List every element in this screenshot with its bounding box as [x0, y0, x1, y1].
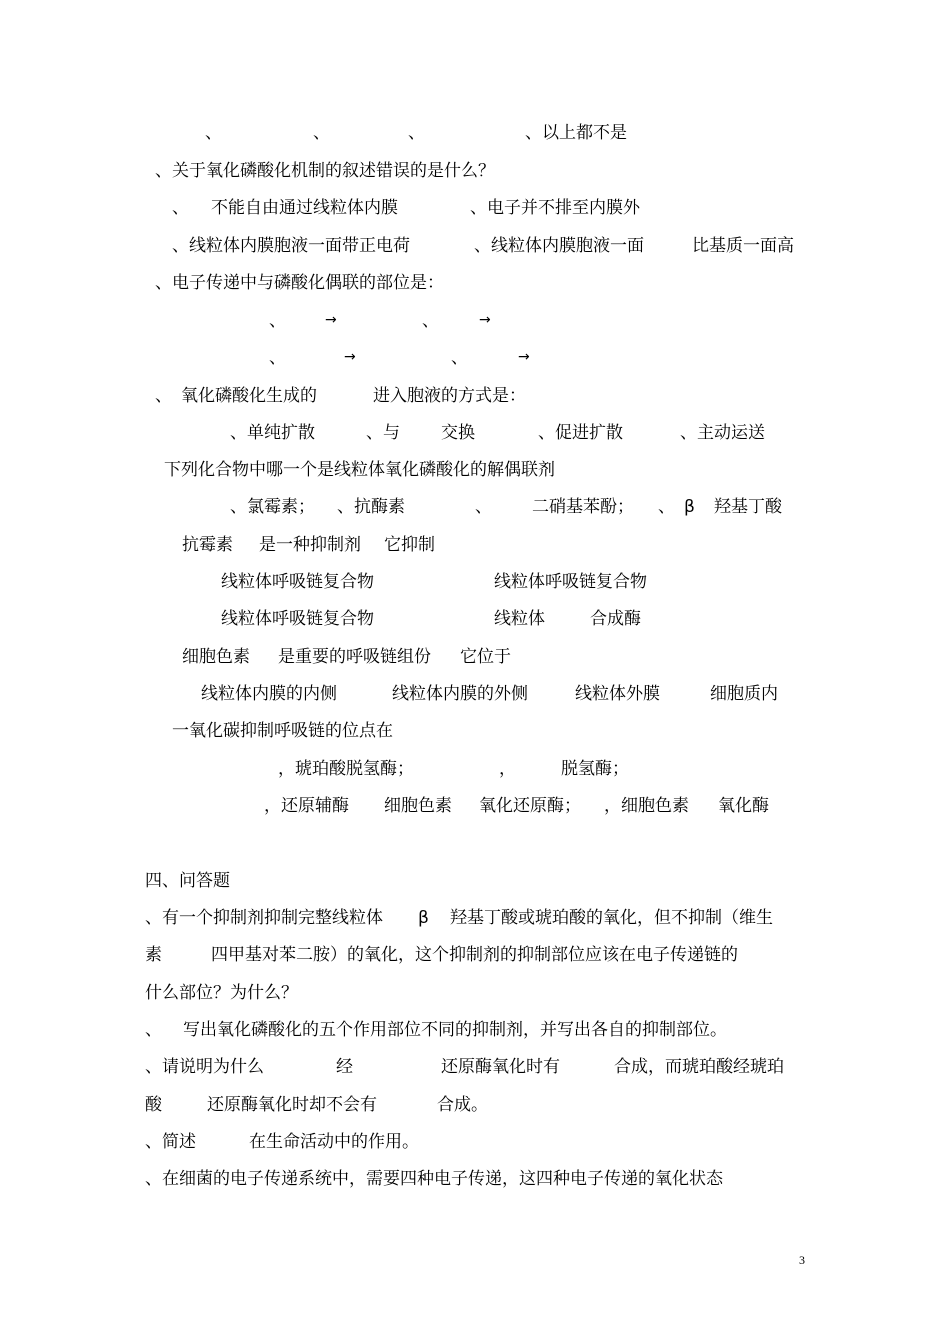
- question-stem: 氧化磷酸化生成的: [181, 386, 317, 406]
- option-d-cont: 合成酶: [590, 609, 641, 629]
- essay-q3-line1-d: 合成，而琥珀酸经琥珀: [614, 1057, 784, 1077]
- option-c: 二硝基苯酚；: [532, 497, 634, 517]
- essay-q1-line2-cont: 四甲基对苯二胺）的氧化，这个抑制剂的抑制部位应该在电子传递链的: [211, 945, 738, 965]
- option-b: 、电子并不排至内膜外: [470, 198, 640, 218]
- essay-q4: 、简述: [145, 1132, 196, 1152]
- option-d-mark: 、: [451, 348, 468, 368]
- essay-q1-line1: 、有一个抑制剂抑制完整线粒体: [145, 908, 383, 928]
- essay-q2: 写出氧化磷酸化的五个作用部位不同的抑制剂，并写出各自的抑制部位。: [183, 1020, 727, 1040]
- arrow-icon: →: [479, 312, 491, 328]
- arrow-icon: →: [344, 349, 356, 365]
- essay-q3-line2: 酸: [145, 1095, 162, 1115]
- option-b-mark: 、: [422, 311, 439, 331]
- question-stem-cont: 是一种抑制剂: [259, 535, 361, 555]
- option-c: 线粒体外膜: [575, 684, 660, 704]
- essay-q3-line1-c: 还原酶氧化时有: [441, 1057, 560, 1077]
- option-d: 、主动运送: [680, 423, 765, 443]
- option-b: 、抗酶素: [337, 497, 405, 517]
- option-c: ，还原辅酶: [264, 796, 349, 816]
- essay-q1-line3: 什么部位？为什么？: [145, 983, 298, 1003]
- essay-q5: 、在细菌的电子传递系统中，需要四种电子传递，这四种电子传递的氧化状态: [145, 1169, 723, 1189]
- option-c-mark: 、: [475, 497, 492, 517]
- question-stem: 一氧化碳抑制呼吸链的位点在: [172, 721, 393, 741]
- option-mark-c: 、: [408, 123, 425, 143]
- option-c: 、线粒体内膜胞液一面带正电荷: [172, 236, 410, 256]
- essay-q1-beta: β: [418, 908, 429, 928]
- option-b-cont: 交换: [441, 423, 475, 443]
- question-stem: 、关于氧化磷酸化机制的叙述错误的是什么？: [155, 161, 495, 181]
- option-c: 、促进扩散: [538, 423, 623, 443]
- option-d: ，细胞色素: [604, 796, 689, 816]
- option-a: ，琥珀酸脱氢酶；: [278, 759, 414, 779]
- question-stem-cont: 它抑制: [384, 535, 435, 555]
- essay-q2-mark: 、: [145, 1020, 162, 1040]
- option-d: 线粒体: [494, 609, 545, 629]
- option-d: 羟基丁酸: [714, 497, 782, 517]
- essay-q1-line2: 素: [145, 945, 162, 965]
- question-stem-cont: 它位于: [460, 647, 511, 667]
- essay-q3-line1: 、请说明为什么: [145, 1057, 264, 1077]
- option-mark-b: 、: [313, 123, 330, 143]
- option-b: 脱氢酶；: [561, 759, 629, 779]
- option-a: 线粒体呼吸链复合物: [221, 572, 374, 592]
- question-stem-cont: 是重要的呼吸链组份: [278, 647, 431, 667]
- question-stem: 细胞色素: [182, 647, 250, 667]
- option-d: 细胞质内: [710, 684, 778, 704]
- essay-q3-line1-b: 经: [336, 1057, 353, 1077]
- option-d-mark: 、: [658, 497, 675, 517]
- option-c-mark: 、: [269, 348, 286, 368]
- option-b: 线粒体呼吸链复合物: [494, 572, 647, 592]
- option-a-mark: 、: [172, 198, 189, 218]
- option-a-text: 不能自由通过线粒体内膜: [211, 198, 398, 218]
- question-stem-mark: 、: [155, 386, 172, 406]
- essay-q3-line2-c: 合成。: [437, 1095, 488, 1115]
- option-a: 、氯霉素；: [230, 497, 315, 517]
- option-b-mark: ，: [499, 759, 516, 779]
- option-c-cont: 氧化还原酶；: [479, 796, 581, 816]
- option-b: 、与: [366, 423, 400, 443]
- option-d: 、线粒体内膜胞液一面: [474, 236, 644, 256]
- option-c-cont: 细胞色素: [384, 796, 452, 816]
- arrow-icon: →: [325, 312, 337, 328]
- question-stem: 下列化合物中哪一个是线粒体氧化磷酸化的解偶联剂: [164, 460, 555, 480]
- option-d-cont: 氧化酶: [718, 796, 769, 816]
- option-b: 线粒体内膜的外侧: [392, 684, 528, 704]
- option-d-cont: 比基质一面高: [692, 236, 794, 256]
- question-stem: 抗霉素: [182, 535, 233, 555]
- question-stem: 、电子传递中与磷酸化偶联的部位是：: [155, 273, 444, 293]
- option-a: 线粒体内膜的内侧: [201, 684, 337, 704]
- section-heading: 四、问答题: [145, 871, 230, 891]
- essay-q1-line1-cont: 羟基丁酸或琥珀酸的氧化，但不抑制（维生: [450, 908, 773, 928]
- question-stem-cont: 进入胞液的方式是：: [373, 386, 526, 406]
- page-number: 3: [799, 1253, 805, 1267]
- arrow-icon: →: [518, 349, 530, 365]
- option-c: 线粒体呼吸链复合物: [221, 609, 374, 629]
- option-d-none-of-above: 、以上都不是: [525, 123, 627, 143]
- essay-q4-cont: 在生命活动中的作用。: [249, 1132, 419, 1152]
- option-a: 、单纯扩散: [230, 423, 315, 443]
- essay-q3-line2-b: 还原酶氧化时却不会有: [207, 1095, 377, 1115]
- option-mark-a: 、: [205, 123, 222, 143]
- option-a-mark: 、: [269, 311, 286, 331]
- option-d-beta: β: [684, 497, 695, 517]
